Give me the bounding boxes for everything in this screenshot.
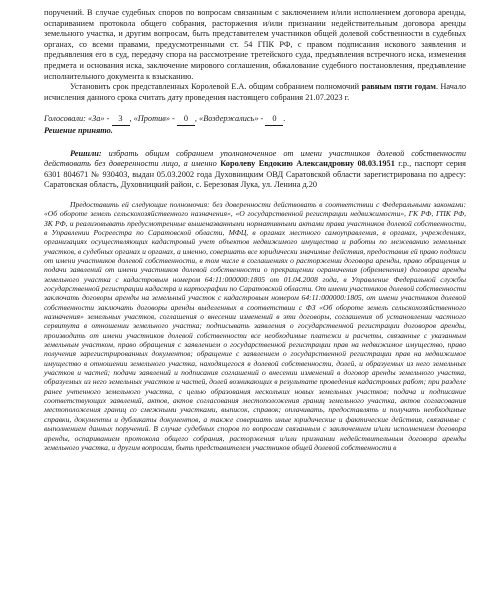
resolution-paragraph: [44, 149, 466, 191]
vote-end: .: [283, 114, 286, 124]
vote-abstain-label: , «Воздержались» -: [194, 114, 266, 124]
vote-against-label: , «Против» -: [129, 114, 177, 124]
representative-details: г.р., паспорт серия 6301 804671 № 930403, выдан 05.03.2002 года Духовницким ОВД Саратовской области зарегистрирована по адресу: Саратовская область, Духовницкий район, с. Березовая Лука, ул. Ленина д.20: [44, 159, 466, 190]
powers-paragraph: Предоставить ей следующие полномочия: без доверенности действовать в соответствии с Федеральными законами: «Об обороте земель сельскохозяйственного назначения», «О государственной регистрации недвижимости», ГК РФ, ГПК РФ, ЗК РФ, и реализовывать предусмотренные вышеназванными нормативными актами права участников долевой собственности, в Управлении Росреестра по Саратовской области, МФЦ, в органах местного самоуправления, в органах, учреждениях, организациях осуществляющих кадастровый учет объектов недвижимого имущества и работы по межеванию земельных участков, в судебных органах и органах, а именно, совершать все юридически значимые действия, предоставив ей право подписи от имени участников долевой собственности, в том числе в соглашениях о расторжении договора аренды, право обращения и подачи заявлений от имени участников долевой собственности о прекращении ограничения (обременения) договора аренды земельного участка с кадастровым номером 64:11:000000:1805 от 01.04.2008 года, в Управление Федеральной службы государственной регистрации кадастра и картографии по Саратовской области. От имени участников долевой собственности заключать договоры аренды на земельный участок с кадастровым номером 64:11:000000:1805, от имени участников долевой собственности заключать договоры аренды выделенных в соответствии с ФЗ «Об обороте земель сельскохозяйственного назначения» земельных участков, соглашения о внесении изменений в эти договоры, соглашения об установлении частного сервитута в отношении земельного участка; подписывать заявления о государственной регистрации договоров аренды, производить от имени участников долевой собственности все необходимые платежи и расчеты, связанные с указанным земельным участком, право обращения с заявлением о государственной регистрации прав на недвижимое имущество, право получения зарегистрированных документов; обращение с заявлением о государственной регистрации прав на недвижимое имущество в отношении земельного участка, находящегося в долевой собственности, долей, и образуемых из него земельных участков и частей; подачи заявлений и подписания соглашений о внесении изменений в договор аренды земельного участка, образуемых из него земельных участков и частей, долей возникающих в результате проведения кадастровых работ; при разделе ранее учтенного земельного участка, с целью образования нескольких новых земельных участков; подача и подписание соответствующих заявлений, актов, актов согласования местоположения границ земельного участка, актов согласования местоположения границ со смежными участками, выписок, справок; оплачивать, предоставлять и получать необходимые справки, документы и дубликаты документов, а также совершать иные юридические и фактические действия, связанные с выполнением данных поручений. В случае судебных споров по вопросам связанным с заключением и/или исполнением договора аренды, оспариванием протокола общего собрания, расторжения и/или признании недействительным договора аренды земельного участка, и другим вопросам, быть представителем участников общей долевой собственности в: [44, 199, 466, 452]
resolution-label: Решили:: [70, 148, 102, 158]
spacer: [44, 103, 466, 114]
vote-abstain-count: 0: [265, 114, 283, 126]
term-tail: . Начало исчисления данного срока считать дату проведения настоящего собрания 21.07.2023 г.: [44, 82, 466, 102]
resolution-text: избрать общим собранием уполномоченное от имени участников долевой собственности действовать без доверенности лицо, а именно: [44, 148, 466, 169]
top-paragraph: поручений. В случае судебных споров по вопросам связанным с заключением и/или исполнением договора аренды, оспариванием протокола общего собрания, расторжения и/или признании недействительным договора аренды земельного участка, и другим вопросам, быть представителем участников общей долевой собственности в судебных органах, со всеми правами, предусмотренными ст. 54 ГПК РФ, с правом подписания искового заявления и предъявления его в суд, передачу спора на рассмотрение третейского суда, предъявления встречного иска, изменения предмета и основания иска, заключение мирового соглашения, обжалование судебного постановления, предъявление исполнительного документа к взысканию.: [44, 8, 466, 81]
term-text: Установить срок представленных Королевой Е.А. общим собранием полномочий: [70, 82, 362, 92]
vote-for-count: 3: [112, 114, 130, 126]
vote-for-label: Голосовали: «За» -: [44, 114, 112, 124]
vote-against-count: 0: [177, 114, 195, 126]
representative-name: Королеву Евдокию Александровну 08.03.1951: [220, 159, 395, 169]
vote-results: [44, 114, 466, 126]
decision-status: Решение принято.: [44, 125, 113, 135]
term-duration: равным пяти годам: [361, 82, 436, 92]
spacer: [44, 191, 466, 200]
term-paragraph: [44, 82, 466, 103]
spacer: [44, 137, 466, 149]
